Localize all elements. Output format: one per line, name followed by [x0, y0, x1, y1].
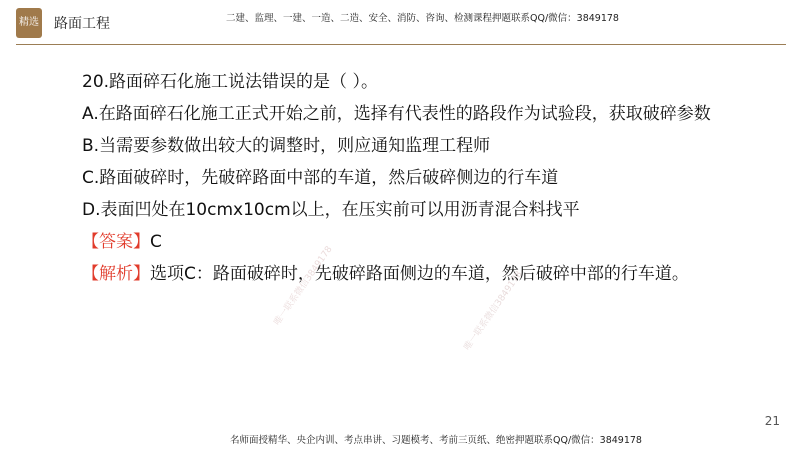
option-d: D.表面凹处在10cmx10cm以上，在压实前可以用沥青混合料找平	[82, 200, 580, 220]
slide-header	[0, 0, 800, 46]
answer-value: C	[150, 232, 162, 252]
analysis-label: 【解析】	[82, 264, 150, 284]
top-contact-note: 二建、监理、一建、一造、二造、安全、消防、咨询、检测课程押题联系QQ/微信：3849178	[226, 13, 619, 24]
bottom-contact-note: 名师面授精华、央企内训、考点串讲、习题模考、考前三页纸、绝密押题联系QQ/微信：3849178	[230, 435, 642, 446]
analysis-line	[82, 260, 782, 288]
watermark: 唯一联系微信3849178	[462, 269, 525, 353]
section-title: 路面工程	[54, 16, 110, 32]
question-stem: 20.路面碎石化施工说法错误的是（ ）。	[82, 72, 378, 92]
answer-label: 【答案】	[82, 232, 150, 252]
option-b: B.当需要参数做出较大的调整时，则应通知监理工程师	[82, 136, 491, 156]
option-c: C.路面破碎时，先破碎路面中部的车道，然后破碎侧边的行车道	[82, 168, 559, 188]
header-divider	[16, 44, 786, 45]
question-block	[82, 68, 782, 288]
badge: 精选	[16, 8, 42, 38]
watermark: 唯一联系微信3849178	[272, 244, 335, 328]
answer-line	[82, 228, 782, 256]
option-a: A.在路面碎石化施工正式开始之前，选择有代表性的路段作为试验段，获取破碎参数	[82, 104, 711, 124]
page-number: 21	[764, 414, 780, 428]
analysis-text: 选项C：路面破碎时，先破碎路面侧边的车道，然后破碎中部的行车道。	[150, 264, 689, 284]
